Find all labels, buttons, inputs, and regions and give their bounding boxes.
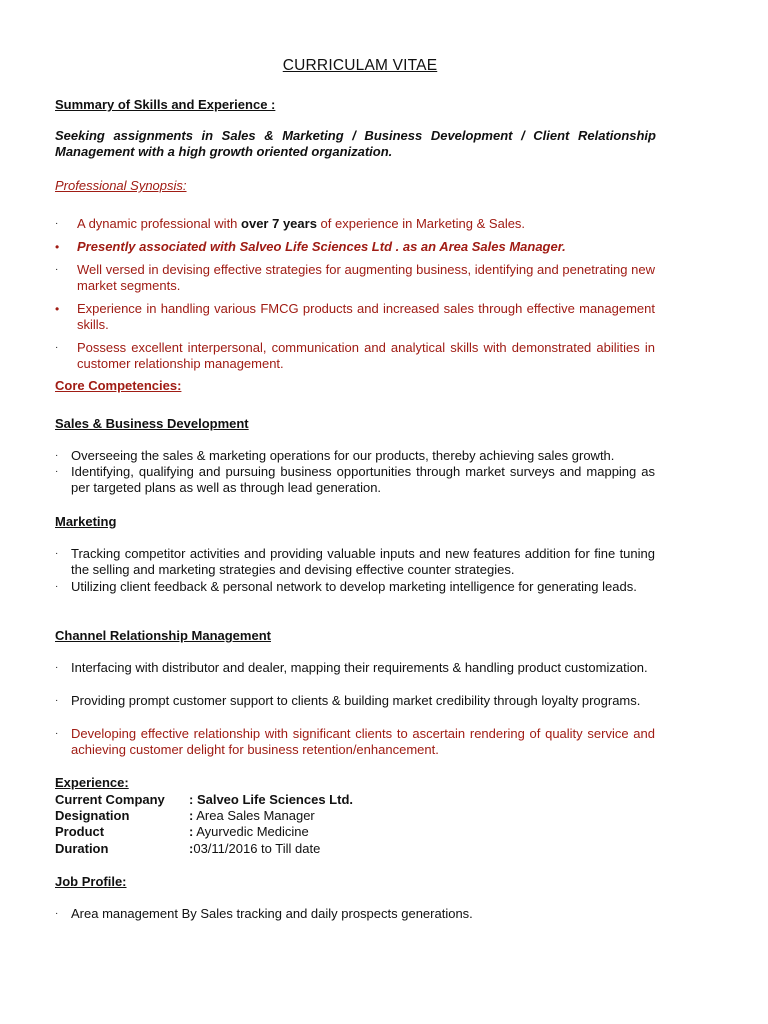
bullet-marker: · (55, 728, 59, 739)
synopsis-item-3: Well versed in devising effective strategies for augmenting business, identifying and penetrating new market segments. (77, 262, 655, 293)
product-row (189, 824, 309, 840)
product-label: Product (55, 824, 105, 839)
marketing-heading: Marketing (55, 514, 117, 529)
colon: : (189, 824, 194, 839)
channel-heading: Channel Relationship Management (55, 628, 271, 643)
sales-item-1: Overseeing the sales & marketing operations for our products, thereby achieving sales growth. (71, 448, 615, 463)
objective-text: Seeking assignments in Sales & Marketing / Business Development / Client Relationship Management with a high growth oriented organization. (55, 128, 656, 159)
bullet-marker: · (55, 581, 59, 592)
page-title: CURRICULAM VITAE (282, 57, 438, 74)
core-competencies-heading: Core Competencies: (55, 378, 182, 393)
colon: : (189, 808, 194, 823)
synopsis-heading: Professional Synopsis: (55, 178, 187, 193)
job-profile-heading: Job Profile: (55, 874, 127, 889)
synopsis-item-1-emphasis: over 7 years (241, 216, 317, 231)
sales-item-2: Identifying, qualifying and pursuing business opportunities through market surveys and mapping as per targeted plans as well as through lead generation. (71, 464, 655, 495)
bullet-marker: • (55, 240, 60, 254)
channel-item-1: Interfacing with distributor and dealer, mapping their requirements & handling product customization. (71, 660, 648, 675)
job-profile-item-1: Area management By Sales tracking and daily prospects generations. (71, 906, 473, 921)
channel-item-3: Developing effective relationship with significant clients to ascertain rendering of quality service and achieving customer delight for business retention/enhancement. (71, 726, 655, 757)
synopsis-item-1-post: of experience in Marketing & Sales. (316, 216, 526, 231)
bullet-marker: · (55, 450, 59, 461)
synopsis-item-1-pre: A dynamic professional with (77, 216, 242, 231)
channel-item-2: Providing prompt customer support to clients & building market credibility through loyalty programs. (71, 693, 641, 708)
bullet-marker: · (55, 342, 59, 353)
marketing-item-2: Utilizing client feedback & personal network to develop marketing intelligence for generating leads. (71, 579, 637, 594)
marketing-item-1: Tracking competitor activities and providing valuable inputs and new features addition for fine tuning the selling and marketing strategies and devising effective counter strategies. (71, 546, 655, 577)
duration-label: Duration (55, 841, 109, 856)
duration-value: 03/11/2016 to Till date (193, 841, 321, 856)
synopsis-item-1 (77, 216, 655, 232)
bullet-marker: • (55, 302, 60, 316)
bullet-marker: · (55, 662, 59, 673)
bullet-marker: · (55, 264, 59, 275)
sales-heading: Sales & Business Development (55, 416, 249, 431)
bullet-marker: · (55, 466, 59, 477)
designation-value: Area Sales Manager (196, 808, 315, 823)
bullet-marker: · (55, 548, 59, 559)
company-label: Current Company (55, 792, 165, 807)
designation-row (189, 808, 315, 824)
bullet-marker: · (55, 218, 59, 229)
summary-heading: Summary of Skills and Experience : (55, 97, 276, 112)
designation-label: Designation (55, 808, 130, 823)
experience-heading: Experience: (55, 775, 129, 790)
synopsis-item-4: Experience in handling various FMCG products and increased sales through effective management skills. (77, 301, 655, 332)
synopsis-item-5: Possess excellent interpersonal, communication and analytical skills with demonstrated abilities in customer relationship management. (77, 340, 655, 371)
company-value: : Salveo Life Sciences Ltd. (189, 792, 353, 807)
product-value: Ayurvedic Medicine (196, 824, 309, 839)
bullet-marker: · (55, 908, 59, 919)
colon: : (189, 841, 194, 856)
duration-row (189, 841, 320, 857)
synopsis-item-2: Presently associated with Salveo Life Sciences Ltd . as an Area Sales Manager. (77, 239, 566, 254)
bullet-marker: · (55, 695, 59, 706)
